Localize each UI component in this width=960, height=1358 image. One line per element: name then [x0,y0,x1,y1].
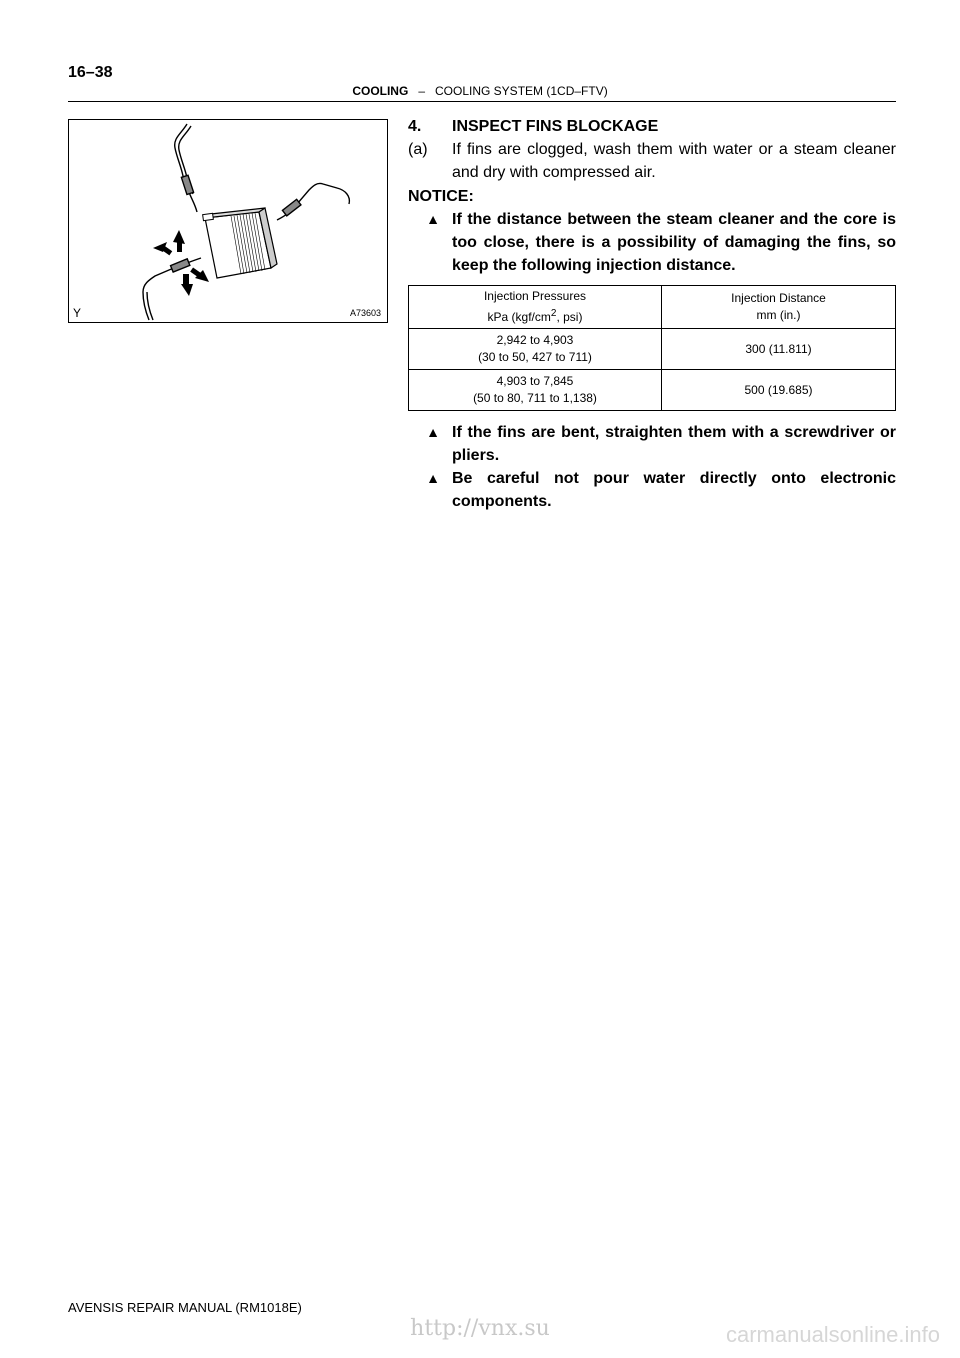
notice-text: Be careful not pour water directly onto electronic components. [452,470,896,510]
header-distance [662,286,896,329]
lower-hose [143,258,201,320]
header-distance-title: Injection Distance [731,291,826,305]
notice-item [408,208,896,277]
manual-title: AVENSIS REPAIR MANUAL (RM1018E) [68,1300,302,1315]
table-row [409,370,896,411]
chapter-title: COOLING [352,84,409,98]
header-distance-unit: mm (in.) [756,308,801,322]
pressure-cell [409,329,662,370]
pressure-cell [409,370,662,411]
notice-text: If the fins are bent, straighten them with a screwdriver or pliers. [452,424,896,464]
running-header [0,84,960,98]
warning-triangle-icon: ▲ [426,470,440,486]
distance-cell: 300 (11.811) [662,329,896,370]
source-link[interactable]: http://vnx.su [410,1316,550,1341]
warning-triangle-icon: ▲ [426,211,440,227]
notice-item [408,467,896,513]
step-title: INSPECT FINS BLOCKAGE [452,118,659,135]
warning-triangle-icon: ▲ [426,424,440,440]
pressure-value: 2,942 to 4,903 [496,333,574,347]
radiator-core [205,208,277,278]
radiator-illustration [68,119,388,323]
substep-label: (a) [408,141,428,158]
radiator-drawing [69,120,389,324]
header-pressure [409,286,662,329]
section-title: COOLING SYSTEM (1CD–FTV) [435,84,608,98]
figure-code: A73603 [349,308,381,318]
step-number: 4. [408,118,422,135]
notice-item [408,421,896,467]
pressure-value: 4,903 to 7,845 [496,374,574,388]
upper-hose [175,124,197,212]
injection-distance-table [408,285,896,411]
pressure-alt-units: (50 to 80, 711 to 1,138) [473,391,597,405]
pressure-alt-units: (30 to 50, 427 to 711) [478,350,592,364]
procedure-content [408,115,896,513]
table-row [409,329,896,370]
substep-a [408,138,896,184]
step-heading [408,115,896,138]
table-header-row [409,286,896,329]
right-hose [277,183,349,220]
distance-cell: 500 (19.685) [662,370,896,411]
substep-text: If fins are clogged, wash them with water or a steam cleaner and dry with compressed air. [452,141,896,181]
header-separator: – [418,84,425,98]
unit-post: , psi) [556,310,583,324]
notice-text: If the distance between the steam cleaner and the core is too close, there is a possibility of damaging the fins, so keep the following injection distance. [452,211,896,274]
figure-corner-mark: Y [73,306,82,320]
notice-title: NOTICE: [408,188,474,205]
header-rule [68,101,896,102]
header-pressure-title: Injection Pressures [483,289,587,303]
unit-pre: kPa (kgf/cm [487,310,551,324]
header-pressure-unit [413,305,657,326]
page-number: 16–38 [68,64,113,81]
watermark: carmanualsonline.info [725,1322,940,1347]
unit-sup: 2 [550,308,557,319]
